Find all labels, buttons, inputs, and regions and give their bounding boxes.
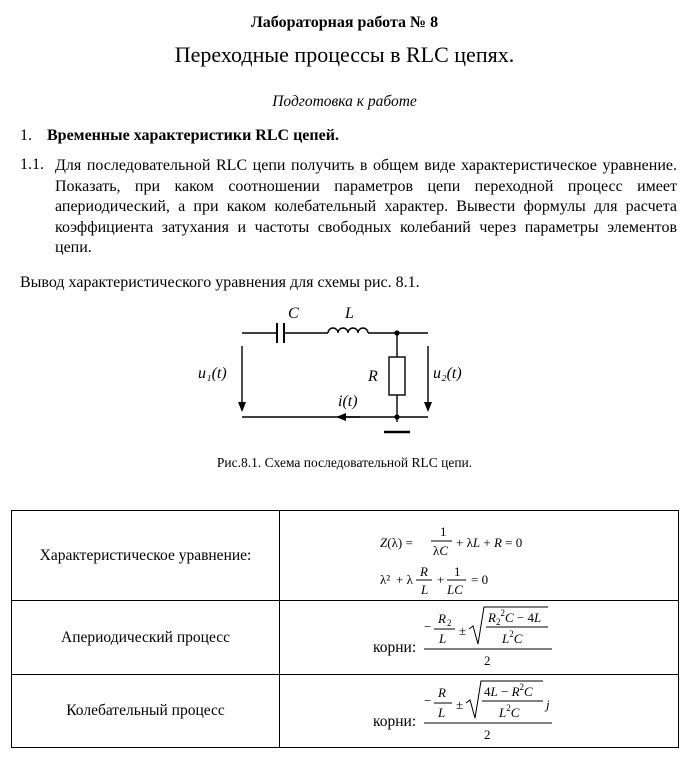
section-number: 1. [20, 127, 32, 144]
svg-text:L: L [421, 581, 429, 597]
task-text: Для последовательной RLC цепи получить в общем виде характеристическое уравнение. Показать, при каком соотношении параметров цепи переходной процесс имеет апериодический, а при каком колебательный характер. Вывести формулы для расчета коэффициента затухания и частоты свободных колебаний через параметры элементов цепи. [55, 157, 677, 256]
svg-text:2: 2 [484, 727, 491, 742]
svg-text:R: R [438, 611, 446, 626]
svg-text:= 0: = 0 [471, 571, 489, 587]
roots-prefix: корни: [373, 639, 417, 656]
svg-text:L: L [438, 705, 446, 720]
lab-title: Лабораторная работа № 8 [250, 14, 439, 31]
row-label: Характеристическое уравнение: [12, 511, 280, 601]
svg-text:1: 1 [440, 523, 447, 539]
svg-text:λC: λC [433, 542, 448, 558]
svg-text:R: R [420, 563, 428, 579]
svg-text:1: 1 [454, 563, 461, 579]
svg-text:−: − [424, 693, 432, 708]
svg-text:2: 2 [484, 653, 491, 668]
rlc-circuit-diagram [190, 296, 490, 446]
svg-text:Z(λ) =: Z(λ) = [380, 534, 413, 550]
table-row [12, 601, 679, 675]
svg-text:2: 2 [447, 618, 452, 628]
roots-prefix: корни: [373, 713, 417, 730]
svg-text:R22C − 4L: $R_2^2C - 4L$ [488, 608, 542, 627]
row-label: Колебательный процесс [12, 675, 280, 748]
preparation-subtitle: Подготовка к работе [272, 93, 417, 110]
current-label: i(t) [338, 393, 358, 410]
svg-text:L: L [439, 631, 447, 646]
svg-text:j: j [546, 697, 550, 712]
capacitor-label: C [288, 305, 299, 322]
oscillatory-roots-formula [422, 677, 572, 747]
svg-text:R: R [438, 685, 446, 700]
table-row [12, 675, 679, 748]
svg-text:λ²: λ² [380, 571, 391, 587]
svg-text:+ λL + R = 0: + λL + R = 0 [456, 534, 523, 550]
section-title: Временные характеристики RLC цепей. [47, 127, 339, 144]
characteristic-equation-formula [280, 512, 678, 600]
aperiodic-roots-cell [280, 601, 679, 675]
svg-text:±: ± [459, 623, 467, 638]
svg-text:±: ± [456, 697, 464, 712]
inductor-label: L [345, 305, 354, 322]
main-title: Переходные процессы в RLC цепях. [174, 42, 515, 67]
results-table [11, 510, 679, 748]
svg-text:−: − [424, 619, 432, 634]
svg-text:4L − R2C: $4L - R^2C$ [484, 682, 533, 699]
resistor-label: R [368, 368, 378, 385]
oscillatory-roots-cell [280, 675, 679, 748]
svg-text:L2C: $L^2C$ [499, 703, 520, 720]
section-heading [20, 127, 339, 145]
u1-label: u₁(t) [198, 365, 227, 382]
derivation-text: Вывод характеристического уравнения для схемы рис. 8.1. [20, 274, 420, 291]
svg-text:+ λ: + λ [396, 571, 413, 587]
row-label: Апериодический процесс [12, 601, 280, 675]
svg-text:LC: LC [447, 581, 463, 597]
task-number: 1.1. [20, 156, 44, 173]
characteristic-equation-cell [280, 511, 679, 601]
figure-caption: Рис.8.1. Схема последовательной RLC цепи. [216, 455, 473, 470]
svg-text:+: + [437, 571, 445, 587]
table-row [12, 511, 679, 601]
u2-label: u₂(t) [433, 365, 462, 382]
aperiodic-roots-formula [422, 603, 572, 673]
svg-text:L2C: $L^2C$ [502, 629, 523, 646]
